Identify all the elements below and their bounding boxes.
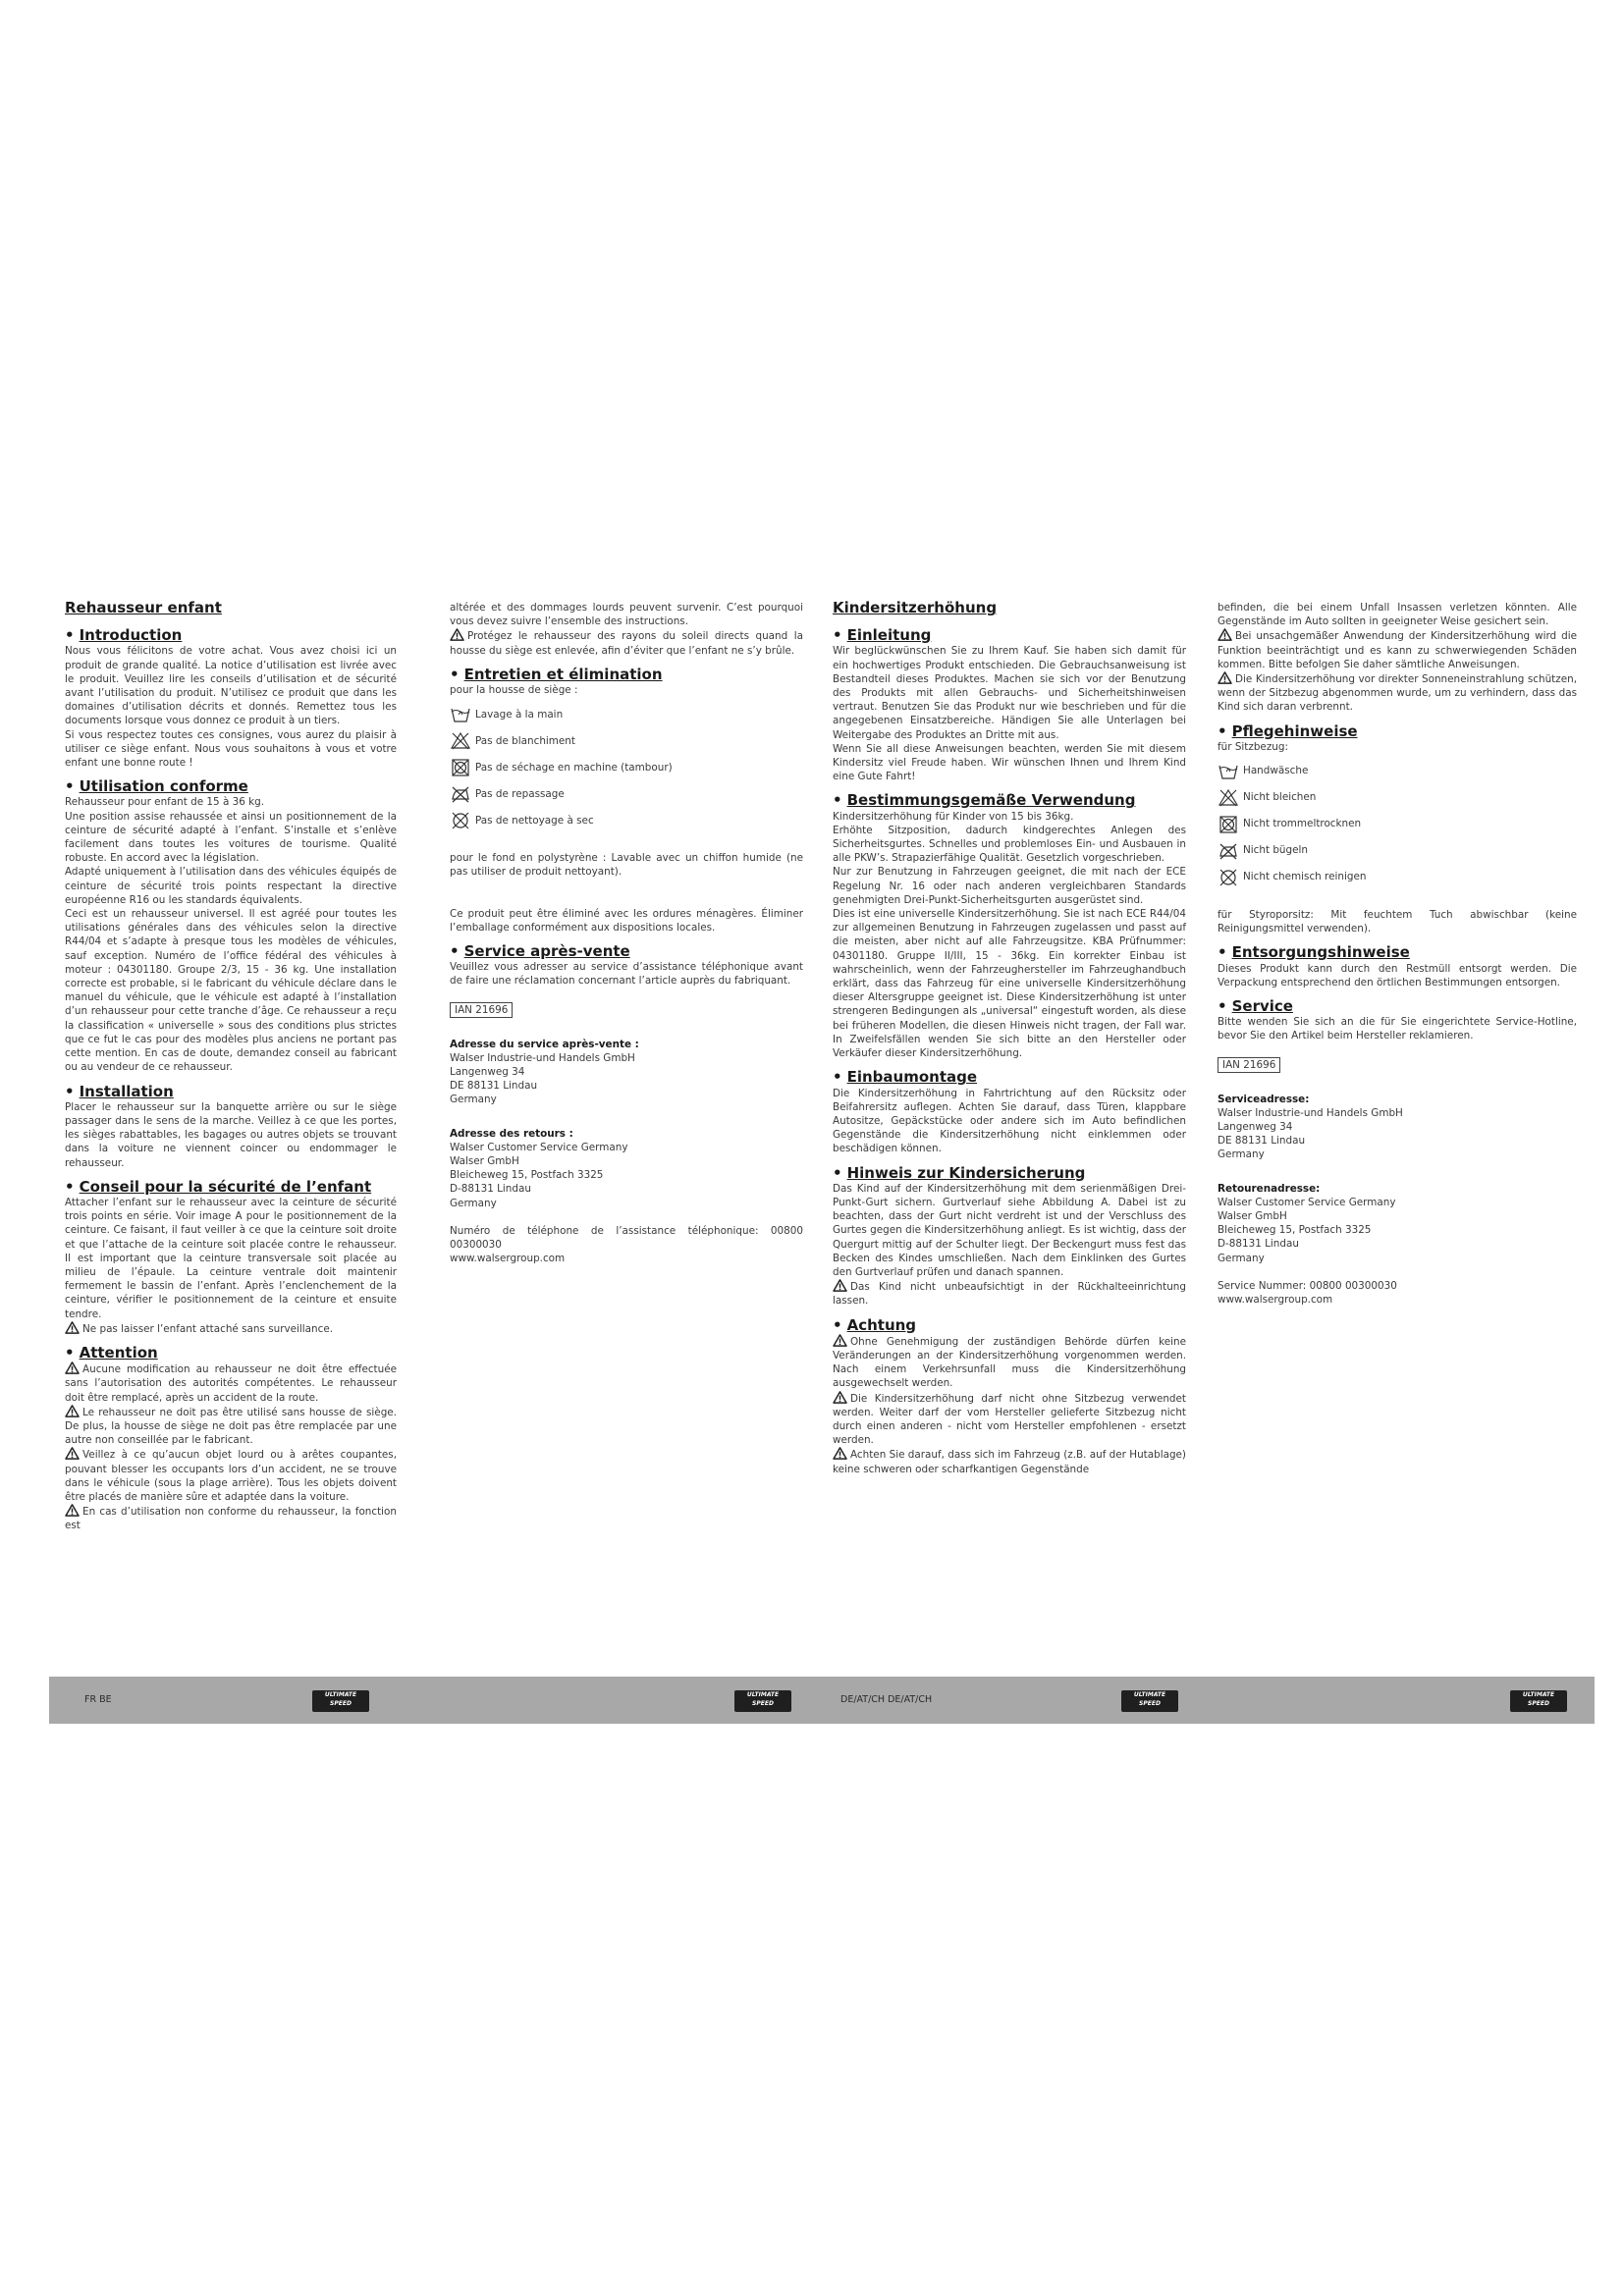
paragraph: Erhöhte Sitzposition, dadurch kindgerechtes Anlegen des Sicherheitsgurtes. Schnelles und problemloses Ein- und Ausbauen in alle PKW’s. Strapazierfähige Qualität. Gesetzlich vorgeschrieben.	[833, 824, 1186, 865]
care-row: Nicht chemisch reinigen	[1218, 864, 1577, 890]
service-address-title: Serviceadresse:	[1218, 1093, 1310, 1105]
website: www.walsergroup.com	[1218, 1294, 1333, 1307]
brand-logo: ULTIMATE SPEED	[1510, 1690, 1567, 1712]
footer-language-fr: FR BE	[84, 1694, 112, 1705]
address-line: Walser GmbH	[1218, 1210, 1287, 1223]
paragraph: für Sitzbezug:	[1218, 740, 1288, 753]
section-title-hinweis: • Hinweis zur Kindersicherung	[833, 1163, 1086, 1182]
care-row: Pas de repassage	[450, 780, 803, 807]
warning-line: Das Kind nicht unbeaufsichtigt in der Rückhalteeinrichtung lassen.	[833, 1281, 1186, 1308]
care-row: Nicht bleichen	[1218, 784, 1577, 811]
section-title-installation: • Installation	[65, 1082, 174, 1100]
footer-band	[49, 1677, 1595, 1724]
warning-line: Ohne Genehmigung der zuständigen Behörde dürfen keine Veränderungen an der Kindersitzerhöhung vorgenommen werden. Nach einem Verkehrsunfall muss die Kindersitzerhöhung ausgewechselt werden.	[833, 1335, 1186, 1390]
no-tumble-dry-icon	[1218, 815, 1239, 834]
care-symbols-fr	[450, 701, 803, 833]
address-line: Germany	[1218, 1252, 1265, 1264]
warning-icon	[450, 628, 464, 641]
paragraph: Kindersitzerhöhung für Kinder von 15 bis 36kg.	[833, 810, 1074, 823]
section-title-entsorgung: • Entsorgungshinweise	[1218, 943, 1410, 962]
address-line: Walser Industrie-und Handels GmbH	[450, 1051, 635, 1064]
paragraph: Wir beglückwünschen Sie zu Ihrem Kauf. Sie haben sich damit für ein hochwertiges Produkt entschieden. Die Gebrauchsanweisung ist Bestandteil dieses Produktes. Machen sie sich vor der Benutzung des Produkts mit allen Gebrauchs- und Sicherheitshinweisen vertraut. Benutzen Sie das Produkt nur wie beschrieben und für die angegebenen Einsatzbereiche. Händigen Sie alle Unterlagen bei Weitergabe des Produktes an Dritte mit aus.	[833, 645, 1186, 741]
warning-line: Ne pas laisser l’enfant attaché sans surveillance.	[65, 1321, 397, 1336]
paragraph: für Styroporsitz: Mit feuchtem Tuch abwischbar (keine Reinigungsmittel verwenden).	[1218, 909, 1577, 935]
warning-line: Die Kindersitzerhöhung darf nicht ohne Sitzbezug verwendet werden. Weiter darf der vom Hersteller gelieferte Sitzbezug nicht durch einen anderen - nicht vom Hersteller empfohlenen - ersetzt werden.	[833, 1392, 1186, 1447]
paragraph: pour la housse de siège :	[450, 684, 578, 697]
section-title-service-de: • Service	[1218, 997, 1293, 1016]
warning-icon	[65, 1405, 80, 1417]
warning-icon	[65, 1321, 80, 1334]
no-bleach-icon	[1218, 788, 1239, 808]
care-row: Lavage à la main	[450, 701, 803, 727]
warning-line: En cas d’utilisation non conforme du rehausseur, la fonction est	[65, 1506, 397, 1532]
care-row: Nicht trommeltrocknen	[1218, 811, 1577, 837]
hand-wash-icon	[1218, 762, 1239, 781]
brand-logo: ULTIMATE SPEED	[312, 1690, 369, 1712]
care-row: Pas de nettoyage à sec	[450, 807, 803, 833]
care-symbols-de	[1218, 758, 1577, 890]
address-line: Walser Customer Service Germany	[450, 1141, 628, 1153]
brand-logo: ULTIMATE SPEED	[1121, 1690, 1178, 1712]
address-line: Walser GmbH	[450, 1155, 519, 1168]
warning-line: Aucune modification au rehausseur ne doit être effectuée sans l’autorisation des autorités compétentes. Le rehausseur doit être remplacé, après un accident de la route.	[65, 1363, 397, 1404]
paragraph: Rehausseur pour enfant de 15 à 36 kg.	[65, 796, 265, 809]
section-title-securite: • Conseil pour la sécurité de l’enfant	[65, 1177, 372, 1196]
address-line: DE 88131 Lindau	[1218, 1135, 1306, 1148]
paragraph: Veuillez vous adresser au service d’assistance téléphonique avant de faire une réclamation concernant l’article auprès du fabriquant.	[450, 961, 803, 988]
address-line: Walser Industrie-und Handels GmbH	[1218, 1106, 1403, 1119]
section-title-pflege: • Pflegehinweise	[1218, 721, 1358, 740]
footer-language-de: DE/AT/CH DE/AT/CH	[840, 1694, 933, 1705]
paragraph: Placer le rehausseur sur la banquette arrière ou sur le siège passager dans le sens de la marche. Veillez à ce que les portes, les sièges rabattables, les bagages ou autres objets se trouvant dans la voiture ne viennent coincer ou endommager le rehausseur.	[65, 1100, 397, 1169]
hotline-number: Service Nummer: 00800 00300030	[1218, 1279, 1397, 1292]
paragraph: Nous vous félicitons de votre achat. Vous avez choisi ici un produit de grande qualité. La notice d’utilisation est livrée avec le produit. Veuillez lire les conseils d’utilisation et de sécurité avant l’utilisation du produit. N’utilisez ce produit que dans les domaines d’utilisation décrits et donnés. Remettez tous les documents lorsque vous donnez ce produit à un tiers.	[65, 645, 397, 727]
address-line: Walser Customer Service Germany	[1218, 1196, 1396, 1208]
paragraph: Ce produit peut être éliminé avec les ordures ménagères. Éliminer l’emballage conformément aux dispositions locales.	[450, 907, 803, 934]
no-iron-icon	[1218, 841, 1239, 861]
paragraph: altérée et des dommages lourds peuvent survenir. C’est pourquoi vous devez suivre l’ensemble des instructions.	[450, 602, 803, 628]
warning-icon	[65, 1362, 80, 1374]
warning-line: Veillez à ce qu’aucun objet lourd ou à arêtes coupantes, pouvant blesser les occupants lors d’un accident, ne se trouve dans le véhicule (sous la plage arrière). Tous les objets doivent être placés de manière sûre et adaptée dans la voiture.	[65, 1449, 397, 1503]
ian-box: IAN 21696	[1218, 1057, 1280, 1073]
care-row: Pas de blanchiment	[450, 727, 803, 754]
address-line: DE 88131 Lindau	[450, 1080, 538, 1093]
doc-title-de: Kindersitzerhöhung	[833, 599, 998, 616]
warning-line: Le rehausseur ne doit pas être utilisé sans housse de siège. De plus, la housse de siège ne doit pas être remplacée par une autre non conseillée par le fabricant.	[65, 1406, 397, 1447]
address-line: Germany	[1218, 1148, 1265, 1161]
section-title-service-fr: • Service après-vente	[450, 942, 630, 961]
paragraph: Nur zur Benutzung in Fahrzeugen geeignet, die mit nach der ECE Regelung Nr. 16 oder nach anderen vergleichbaren Standards genehmigten Drei-Punkt-Sicherheitsgurten ausgerüstet sind.	[833, 866, 1186, 906]
warning-icon	[1218, 628, 1232, 641]
no-bleach-icon	[450, 731, 471, 751]
warning-line: Protégez le rehausseur des rayons du soleil directs quand la housse du siège est enlevée, afin d’éviter que l’enfant ne s’y brûle.	[450, 630, 803, 657]
warning-line: Die Kindersitzerhöhung vor direkter Sonneneinstrahlung schützen, wenn der Sitzbezug abgenommen wurde, um zu verhindern, dass das Kind sich daran verbrennt.	[1218, 673, 1577, 714]
address-line: Langenweg 34	[450, 1066, 525, 1079]
address-line: Bleicheweg 15, Postfach 3325	[1218, 1224, 1372, 1237]
section-title-introduction: • Introduction	[65, 626, 183, 645]
section-title-achtung: • Achtung	[833, 1315, 917, 1334]
care-row: Nicht bügeln	[1218, 837, 1577, 864]
address-line: Germany	[450, 1094, 497, 1106]
doc-title-fr: Rehausseur enfant	[65, 599, 222, 616]
no-tumble-dry-icon	[450, 758, 471, 777]
de-column-1	[833, 601, 1186, 1476]
brand-logo: ULTIMATE SPEED	[734, 1690, 791, 1712]
paragraph: pour le fond en polystyrène : Lavable avec un chiffon humide (ne pas utiliser de produit nettoyant).	[450, 852, 803, 879]
no-iron-icon	[450, 784, 471, 804]
warning-icon	[833, 1334, 847, 1347]
hand-wash-icon	[450, 705, 471, 724]
warning-line: Achten Sie darauf, dass sich im Fahrzeug (z.B. auf der Hutablage) keine schweren oder scharfkantigen Gegenstände	[833, 1449, 1186, 1475]
section-title-bestimmung: • Bestimmungsgemäße Verwendung	[833, 791, 1136, 810]
warning-icon	[65, 1504, 80, 1517]
no-dry-clean-icon	[450, 811, 471, 830]
warning-icon	[833, 1391, 847, 1404]
de-column-2	[1218, 601, 1577, 1307]
paragraph: Une position assise rehaussée et ainsi un positionnement de la ceinture de sécurité adapté à l’enfant. S’installe et s’enlève facilement dans toutes les voitures de tourisme. Qualité robuste. En accord avec la législation.	[65, 810, 397, 865]
care-row: Handwäsche	[1218, 758, 1577, 784]
paragraph: befinden, die bei einem Unfall Insassen verletzen könnten. Alle Gegenstände im Auto sollten in geeigneter Weise gesichert sein.	[1218, 602, 1577, 628]
address-line: D-88131 Lindau	[450, 1183, 531, 1196]
paragraph: Die Kindersitzerhöhung in Fahrtrichtung auf den Rücksitz oder Beifahrersitz auflegen. Achten Sie darauf, dass Türen, klappbare Autositze, Gepäckstücke oder andere sich im Auto befindlichen Gegenstände die Kindersitzerhöhung nicht einklemmen oder beschädigen können.	[833, 1087, 1186, 1155]
address-line: D-88131 Lindau	[1218, 1238, 1299, 1251]
paragraph: Bitte wenden Sie sich an die für Sie eingerichtete Service-Hotline, bevor Sie den Artikel beim Hersteller reklamieren.	[1218, 1016, 1577, 1042]
warning-icon	[1218, 671, 1232, 684]
section-title-utilisation: • Utilisation conforme	[65, 777, 248, 796]
website: www.walsergroup.com	[450, 1253, 566, 1265]
warning-icon	[833, 1279, 847, 1292]
section-title-attention: • Attention	[65, 1343, 158, 1362]
paragraph: Attacher l’enfant sur le rehausseur avec la ceinture de sécurité trois points en série. Voir image A pour le positionnement de la ceinture. Ce faisant, il faut veiller à ce que la ceinture soit droite et que l’attache de la ceinture soit placée contre le rehausseur. Il est important que la ceinture transversale soit placée au milieu de l’épaule. La ceinture ventrale doit maintenir fermement le bassin de l’enfant. Après l’enclenchement de la ceinture, vérifier le positionnement de la ceinture et ensuite tendre.	[65, 1196, 397, 1320]
paragraph: Ceci est un rehausseur universel. Il est agréé pour toutes les utilisations générales dans des véhicules selon la directive R44/04 et s’adapte à presque tous les modèles de véhicules, sauf exception. Numéro de l’office fédéral des véhicules à moteur : 04301180. Groupe 2/3, 15 - 36 kg. Une installation correcte est probable, si le fabricant du véhicule déclare dans le manuel du véhicule, que le véhicule est adapté à l’installation d’un rehausseur pour cette tranche d’âge. Ce rehausseur a reçu la classification « universelle » sous des conditions plus strictes que ce fut le cas pour des modèles plus anciens ne portant pas cette mention. En cas de doute, demandez conseil au fabricant ou au vendeur de ce rehausseur.	[65, 908, 397, 1074]
paragraph: Si vous respectez toutes ces consignes, vous aurez du plaisir à utiliser ce siège enfant. Nous vous souhaitons à vous et votre enfant une bonne route !	[65, 728, 397, 770]
paragraph: Dies ist eine universelle Kindersitzerhöhung. Sie ist nach ECE R44/04 zur allgemeinen Benutzung in Fahrzeugen zugelassen und passt auf die meisten, aber nicht auf alle Fahrzeugsitze. KBA Prüfnummer: 04301180. Gruppe II/III, 15 - 36kg. Ein korrekter Einbau ist wahrscheinlich, wenn der Fahrzeughersteller im Fahrzeughandbuch erklärt, dass das Fahrzeug für eine universelle Kindersitzerhöhung dieser Altersgruppe geeignet ist. Diese Kindersitzerhöhung ist unter strengeren Bedingungen als „universal“ eingestuft worden, als diese bei früheren Modellen, die diesen Hinweis nicht tragen, der Fall war. In Zweifelsfällen wenden Sie sich bitte an den Hersteller oder Verkäufer dieser Kindersitzerhöhung.	[833, 908, 1186, 1060]
warning-line: Bei unsachgemäßer Anwendung der Kindersitzerhöhung wird die Funktion beeinträchtigt und es kann zu schwerwiegenden Schäden kommen. Bitte befolgen Sie daher sämtliche Anweisungen.	[1218, 630, 1577, 670]
paragraph: Wenn Sie all diese Anweisungen beachten, werden Sie mit diesem Kindersitz viel Freude haben. Wir wünschen Ihnen und Ihrem Kind eine Gute Fahrt!	[833, 742, 1186, 783]
address-line: Germany	[450, 1197, 497, 1209]
paragraph: Adapté uniquement à l’utilisation dans des véhicules équipés de ceinture de sécurité trois points respectant la directive européenne R16 ou les standards équivalents.	[65, 866, 397, 906]
care-row: Pas de séchage en machine (tambour)	[450, 754, 803, 780]
no-dry-clean-icon	[1218, 868, 1239, 887]
warning-icon	[65, 1447, 80, 1460]
paragraph: Das Kind auf der Kindersitzerhöhung mit dem serienmäßigen Drei-Punkt-Gurt sichern. Gurtverlauf siehe Abbildung A. Dabei ist zu beachten, dass der Gurt nicht verdreht ist und der Verschluss des Gurtes gegen die Kindersitzerhöhung anliegt. Es ist wichtig, dass der Quergurt mittig auf der Schulter liegt. Der Beckengurt muss fest das Becken des Kindes umschließen. Nach dem Einklinken des Gurtes den Gurtverlauf prüfen und danach spannen.	[833, 1182, 1186, 1278]
hotline-number: Numéro de téléphone de l’assistance téléphonique: 00800 00300030	[450, 1224, 803, 1252]
section-title-entretien: • Entretien et élimination	[450, 665, 663, 683]
return-address-title: Adresse des retours :	[450, 1127, 573, 1140]
fr-column-2	[450, 601, 803, 1265]
ian-box: IAN 21696	[450, 1002, 513, 1018]
service-address-title: Adresse du service après-vente :	[450, 1038, 639, 1050]
return-address-title: Retourenadresse:	[1218, 1182, 1321, 1195]
address-line: Bleicheweg 15, Postfach 3325	[450, 1169, 604, 1182]
section-title-einbau: • Einbaumontage	[833, 1068, 978, 1087]
section-title-einleitung: • Einleitung	[833, 626, 932, 645]
paragraph: Dieses Produkt kann durch den Restmüll entsorgt werden. Die Verpackung entsprechend den örtlichen Bestimmungen entsorgen.	[1218, 962, 1577, 988]
address-line: Langenweg 34	[1218, 1121, 1293, 1134]
fr-column-1	[65, 601, 397, 1533]
warning-icon	[833, 1447, 847, 1460]
